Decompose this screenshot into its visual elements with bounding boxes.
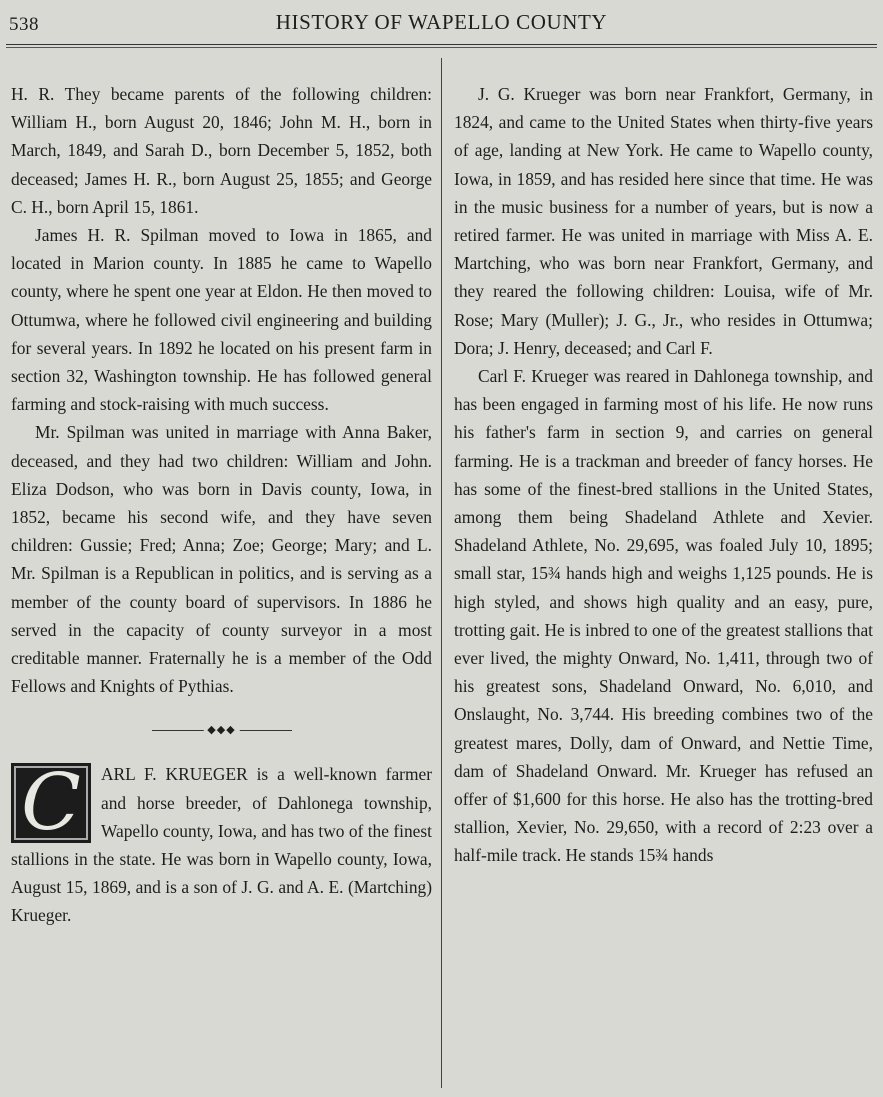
paragraph-spilman-family: Mr. Spilman was united in marriage with Anna Baker, deceased, and they had two children: William and John. Eliza Dodson, who was born in Davis county, Iowa, in 1852, became his second wife, and they have seven children: Gussie; Fred; Anna; Zoe; George; Mary; and L. Mr. Spilman is a Republican in politics, and is serving as a member of the county board of supervisors. In 1886 he served in the capacity of county surveyor in a most creditable manner. Fraternally he is a member of the Odd Fellows and Knights of Pythias. [11, 422, 432, 697]
page-number: 538 [9, 14, 39, 35]
diamond-ornament-icon: ◆◆◆ [203, 722, 239, 738]
paragraph-jg-krueger: J. G. Krueger was born near Frankfort, Germany, in 1824, and came to the United States when thirty-five years of age, landing at New York. He came to Wapello county, Iowa, in 1859, and has resided here since that time. He was in the music business for a number of years, but is now a retired farmer. He was united in marriage with Miss A. E. Martching, who was born near Frankfort, Germany, and they reared the following children: Louisa, wife of Mr. Rose; Mary (Muller); J. G., Jr., who resides in Ottumwa; Dora; J. Henry, deceased; and Carl F. [454, 84, 873, 358]
paragraph-carl-krueger-horses: Carl F. Krueger was reared in Dahlonega township, and has been engaged in farming most of his life. He now runs his father's farm in section 9, and carries on general farming. He is a trackman and breeder of fancy horses. He has some of the finest-bred stallions in the United States, among them being Shadeland Athlete and Xevier. Shadeland Athlete, No. 29,695, was foaled July 10, 1895; small star, 15¾ hands high and weighs 1,125 pounds. He is high styled, and shows high quality and an easy, pure, trotting gait. He is inbred to one of the greatest stallions that ever lived, the mighty Onward, No. 1,411, through two of his greatest sons, Shadeland Onward, No. 6,010, and Onslaught, No. 3,744. His breeding combines two of the greatest mares, Dolly, dam of Onward, and Nettie Time, dam of Shadeland Onward. Mr. Krueger has refused an offer of $1,600 for this horse. He also has the trotting-bred stallion, Xevier, No. 29,650, with a record of 2:23 over a half-mile track. He stands 15¾ hands [454, 366, 873, 866]
header-rule [6, 44, 877, 48]
paragraph-children-list: H. R. They became parents of the following children: William H., born August 20, 1846; John M. H., born in March, 1849, and Sarah D., born December 5, 1852, both deceased; James H. R., born August 25, 1855; and George C. H., born April 15, 1861. [11, 84, 432, 217]
right-column [454, 80, 873, 870]
paragraph-spilman-career: James H. R. Spilman moved to Iowa in 1865, and located in Marion county. In 1885 he came to Wapello county, where he spent one year at Eldon. He then moved to Ottumwa, where he followed civil engineering and building for several years. In 1892 he located on his present farm in section 32, Washington township. He has followed general farming and stock-raising with much success. [11, 225, 432, 415]
dropcap-initial-icon: C [11, 763, 91, 843]
paragraph-krueger-intro: ARL F. KRUEGER is a well-known farmer and horse breeder, of Dahlonega township, Wapello county, Iowa, and has two of the finest stallions in the state. He was born in Wapello county, Iowa, August 15, 1869, and is a son of J. G. and A. E. (Martching) Krueger. [11, 764, 432, 926]
section-ornament [152, 722, 292, 738]
column-divider [441, 58, 442, 1088]
left-column [11, 80, 432, 930]
running-head: HISTORY OF WAPELLO COUNTY [275, 10, 608, 34]
krueger-biography [11, 760, 432, 929]
